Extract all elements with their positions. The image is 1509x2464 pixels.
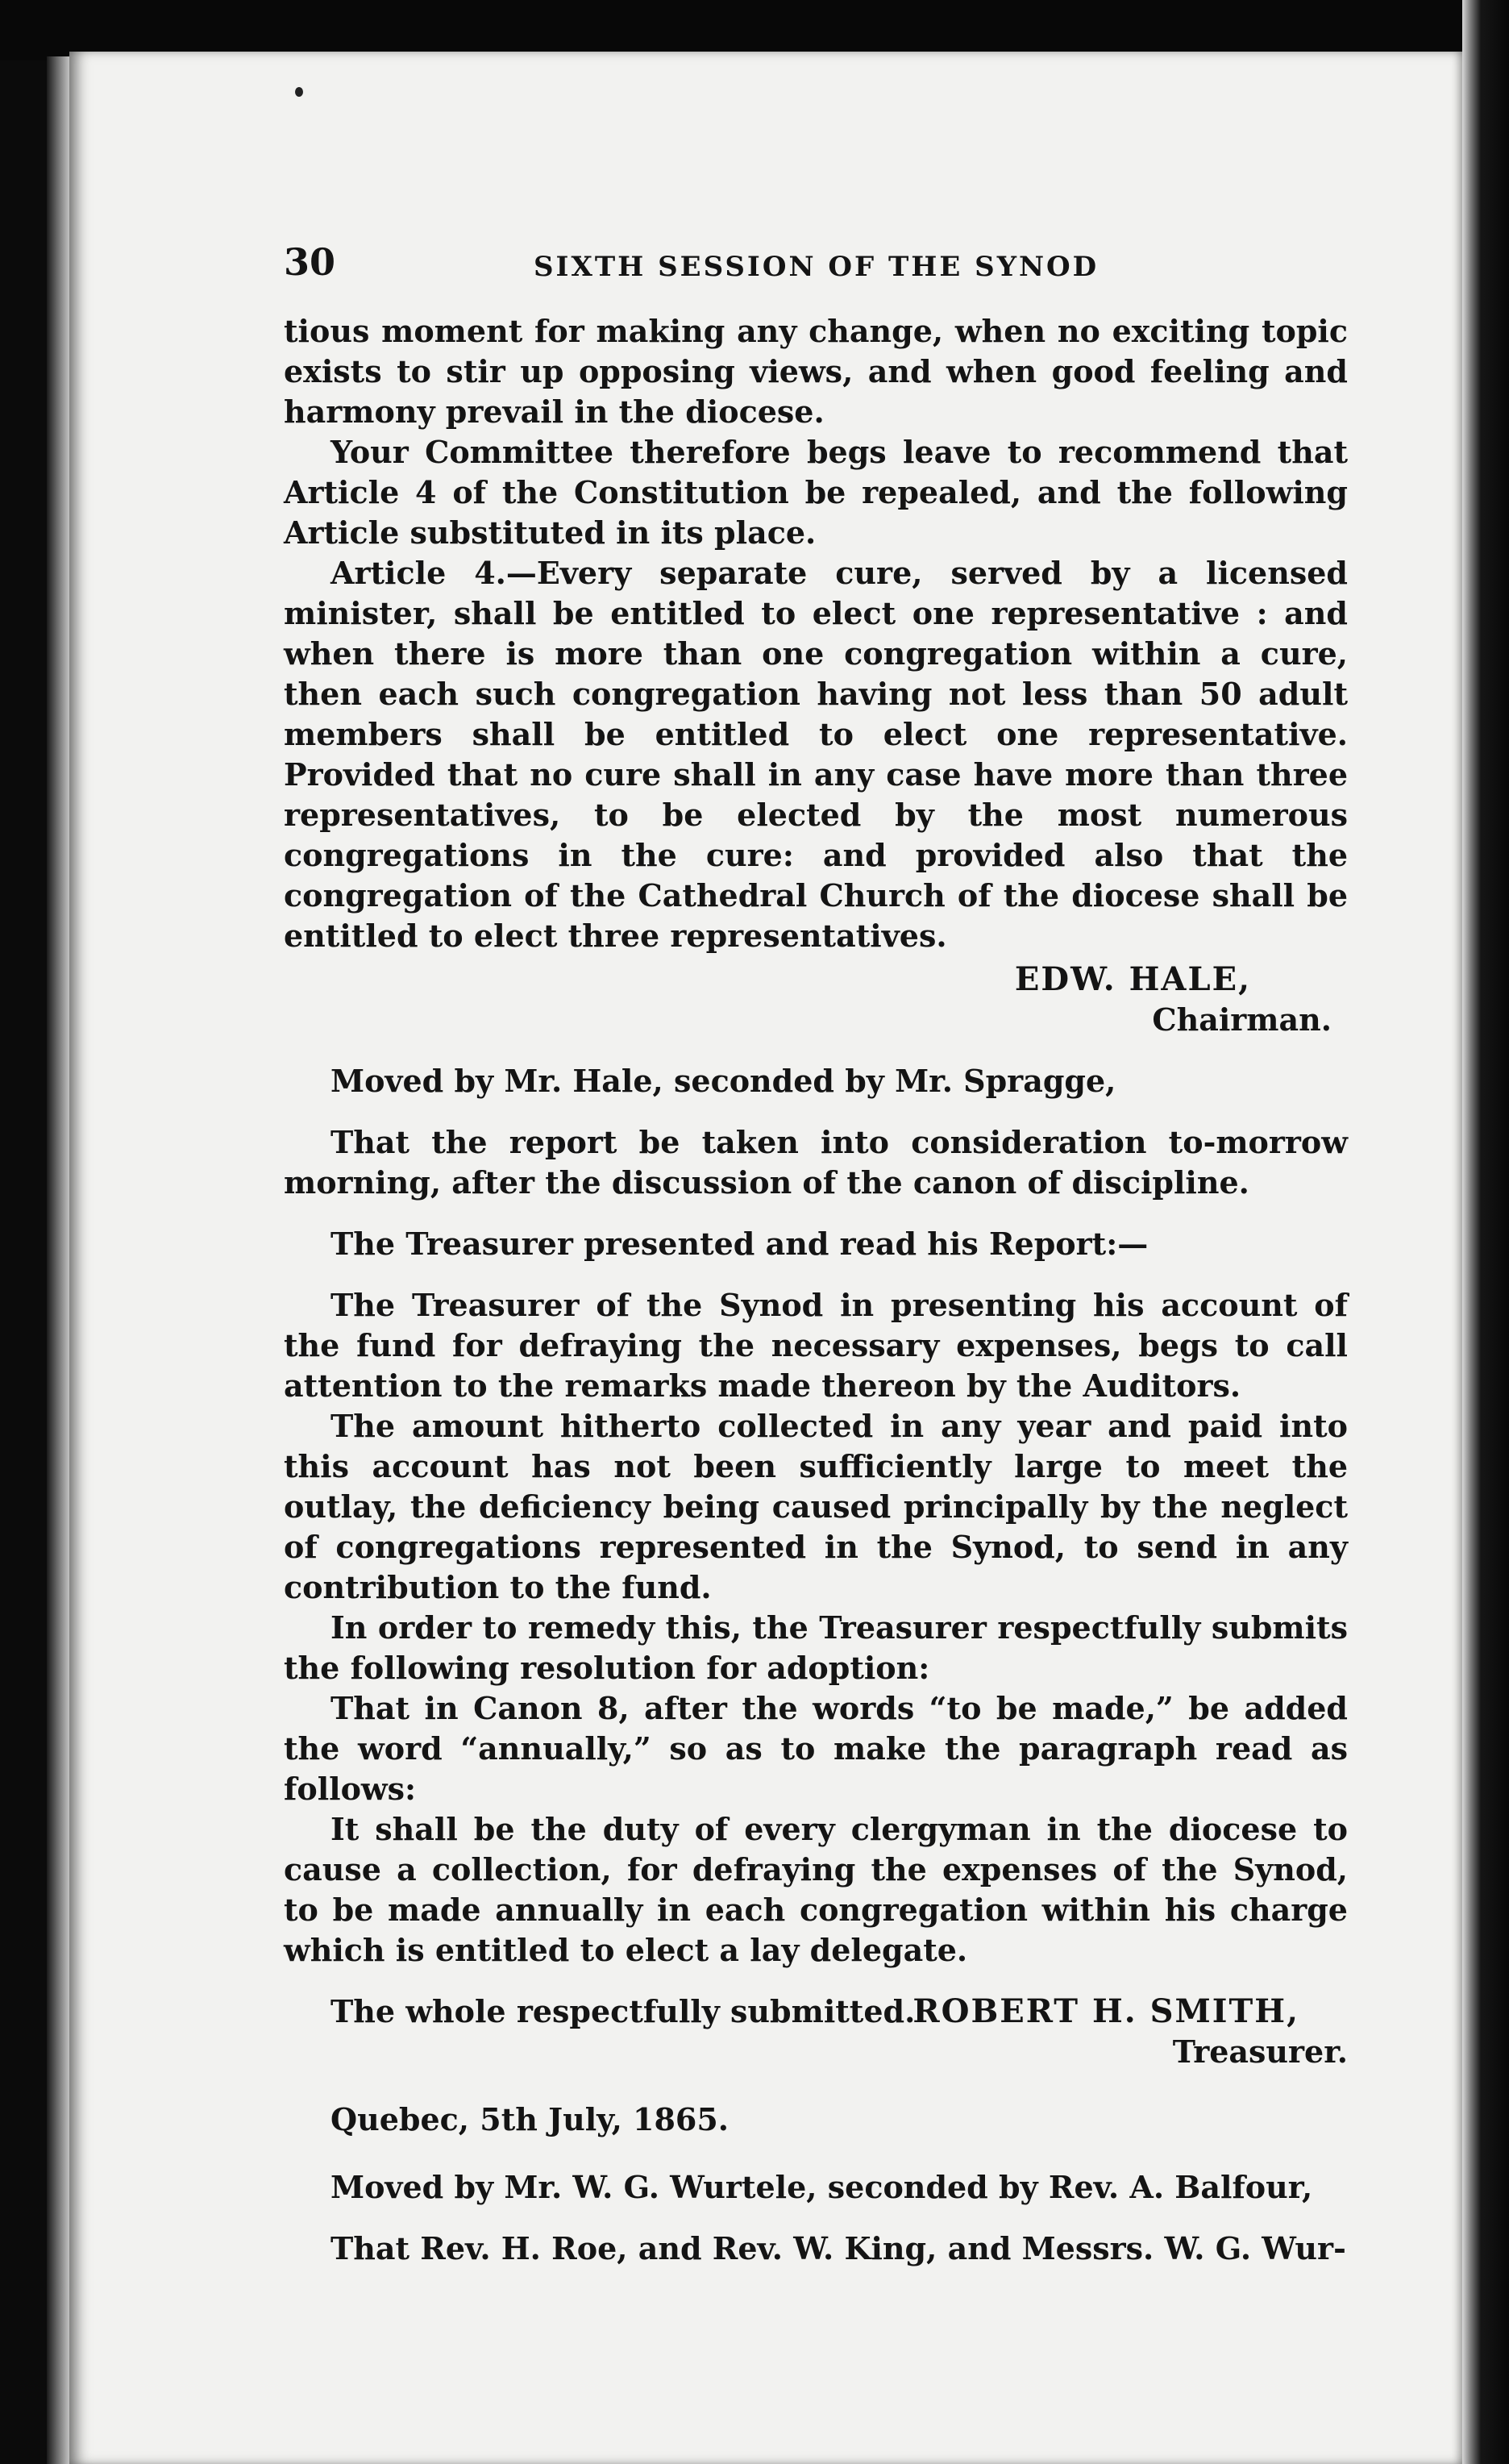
signature-title: Chairman. <box>1152 1001 1332 1038</box>
motion: Moved by Mr. Hale, seconded by Mr. Spragge, <box>330 1063 1116 1099</box>
paragraph: In order to remedy this, the Treasurer respectfully submits the following resolution for adoption: <box>284 1609 1348 1686</box>
paragraph: The Treasurer presented and read his Report:— <box>330 1226 1149 1262</box>
page-content <box>284 242 1348 2269</box>
motion: Moved by Mr. W. G. Wurtele, seconded by Rev. A. Balfour, <box>330 2169 1313 2205</box>
paragraph: That Rev. H. Roe, and Rev. W. King, and Messrs. W. G. Wur- <box>330 2230 1346 2266</box>
ink-speck <box>295 87 303 97</box>
paragraph: The Treasurer of the Synod in presenting his account of the fund for defraying the necessary expenses, begs to call attention to the remarks made thereon by the Auditors. <box>284 1287 1348 1404</box>
paragraph: That the report be taken into consideration to-morrow morning, after the discussion of the canon of discipline. <box>284 1124 1348 1201</box>
paragraph: tious moment for making any change, when no exciting topic exists to stir up opposing views, and when good feeling and harmony prevail in the diocese. <box>284 313 1348 430</box>
signature-title: Treasurer. <box>1172 2033 1348 2070</box>
signature-name: EDW. HALE, <box>1014 960 1251 998</box>
paragraph: That in Canon 8, after the words “to be made,” be added the word “annually,” so as to make the paragraph read as follows: <box>284 1690 1348 1807</box>
page-header <box>284 242 1348 295</box>
paragraph: Your Committee therefore begs leave to recommend that Article 4 of the Constitution be repealed, and the following Article substituted in its place. <box>284 434 1348 551</box>
running-head: SIXTH SESSION OF THE SYNOD <box>534 251 1100 283</box>
paragraph: The whole respectfully submitted. <box>330 1993 916 2029</box>
scan-right-gutter <box>1462 0 1509 2464</box>
article-4-text: Article 4.—Every separate cure, served by a licensed minister, shall be entitled to elect one representative : and when there is more than one congregation within a cure, then each such congregation having not less than 50 adult members shall be entitled to elect one representative. Provided that no cure shall in any case have more than three representatives, to be elected by the most numerous congregations in the cure: and provided also that the congregation of the Cathedral Church of the diocese shall be entitled to elect three representatives. <box>284 555 1348 954</box>
scan-left-gutter <box>47 56 71 2464</box>
paragraph: It shall be the duty of every clergyman in the diocese to cause a collection, for defraying the expenses of the Synod, to be made annually in each congregation within his charge which is entitled to elect a lay delegate. <box>284 1811 1348 1968</box>
dateline: Quebec, 5th July, 1865. <box>330 2101 730 2137</box>
paragraph: The amount hitherto collected in any year and paid into this account has not been sufficiently large to meet the outlay, the deficiency being caused principally by the neglect of congregations represented in the Synod, to send in any contribution to the fund. <box>284 1408 1348 1605</box>
page-number: 30 <box>284 240 336 284</box>
signature-name: ROBERT H. SMITH, <box>912 1992 1299 2030</box>
